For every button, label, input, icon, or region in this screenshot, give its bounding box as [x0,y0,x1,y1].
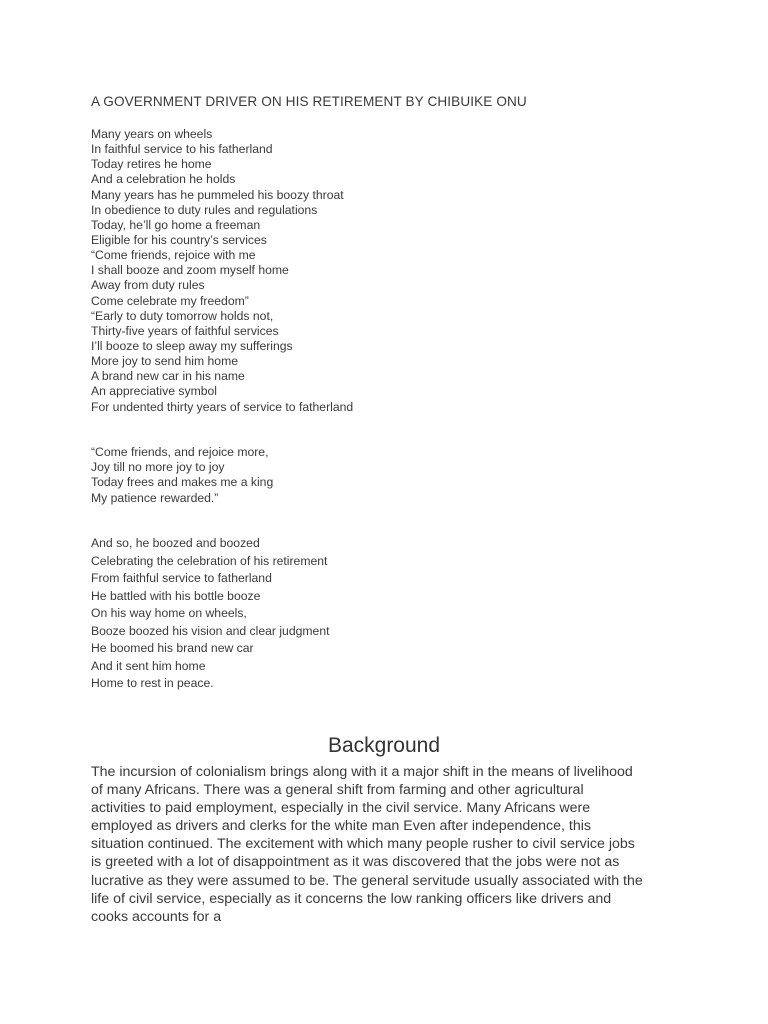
poem-line: I shall booze and zoom myself home [91,263,289,278]
paragraph-line: activities to paid employment, especially in the civil service. Many Africans were [91,800,591,817]
paragraph-line: is greeted with a lot of disappointment as it was discovered that the jobs were not as [91,854,620,871]
poem-title: A GOVERNMENT DRIVER ON HIS RETIREMENT BY CHIBUIKE ONU [91,94,527,109]
poem-line: Home to rest in peace. [91,676,214,690]
poem-stanza-1 [91,127,353,415]
background-paragraph [91,763,691,926]
poem-line: And it sent him home [91,658,206,673]
background-heading: Background [327,734,441,757]
poem-line: He boomed his brand new car [91,641,254,655]
poem-line: And so, he boozed and boozed [91,536,260,550]
poem-line: In faithful service to his fatherland [91,142,273,157]
poem-line: Today retires he home [91,157,212,172]
poem-line: Celebrating the celebration of his retirement [91,553,328,568]
poem-line: And a celebration he holds [91,172,236,187]
poem-line: Many years has he pummeled his boozy throat [91,187,344,202]
poem-line: Away from duty rules [91,278,205,293]
paragraph-line: life of civil service, especially as it concerns the low ranking officers like drivers and [91,890,612,907]
poem-line: He battled with his bottle booze [91,588,261,603]
poem-stanza-3 [91,535,329,693]
poem-line: A brand new car in his name [91,369,245,384]
poem-line: Booze boozed his vision and clear judgment [91,623,330,638]
poem-line: “Early to duty tomorrow holds not, [91,308,274,323]
poem-line: From faithful service to fatherland [91,571,272,585]
paragraph-line: situation continued. The excitement with which many people rusher to civil service jobs [91,836,635,853]
paragraph-line: cooks accounts for a [91,908,222,925]
poem-line: An appreciative symbol [91,384,217,399]
poem-line: Today, he’ll go home a freeman [91,217,261,232]
poem-line: Today frees and makes me a king [91,475,274,490]
poem-line: Come celebrate my freedom” [91,293,249,308]
poem-line: I’ll booze to sleep away my sufferings [91,338,293,353]
poem-line: Joy till no more joy to joy [91,460,225,475]
poem-line: “Come friends, rejoice with me [91,248,256,263]
paragraph-line: lucrative as they were assumed to be. The general servitude usually associated with the [91,872,643,889]
poem-line: In obedience to duty rules and regulations [91,202,318,217]
poem-line: More joy to send him home [91,354,238,369]
poem-line: For undented thirty years of service to fatherland [91,399,354,414]
poem-stanza-2 [91,445,273,506]
poem-line: “Come friends, and rejoice more, [91,445,269,459]
paragraph-line: The incursion of colonialism brings along with it a major shift in the means of livelihood [91,764,633,780]
poem-line: Eligible for his country’s services [91,232,267,247]
poem-line: Thirty-five years of faithful services [91,323,279,338]
poem-line: Many years on wheels [91,127,213,141]
paragraph-line: employed as drivers and clerks for the white man Even after independence, this [91,818,591,835]
paragraph-line: of many Africans. There was a general shift from farming and other agricultural [91,782,584,799]
poem-line: On his way home on wheels, [91,606,247,620]
poem-line: My patience rewarded.” [91,490,219,505]
